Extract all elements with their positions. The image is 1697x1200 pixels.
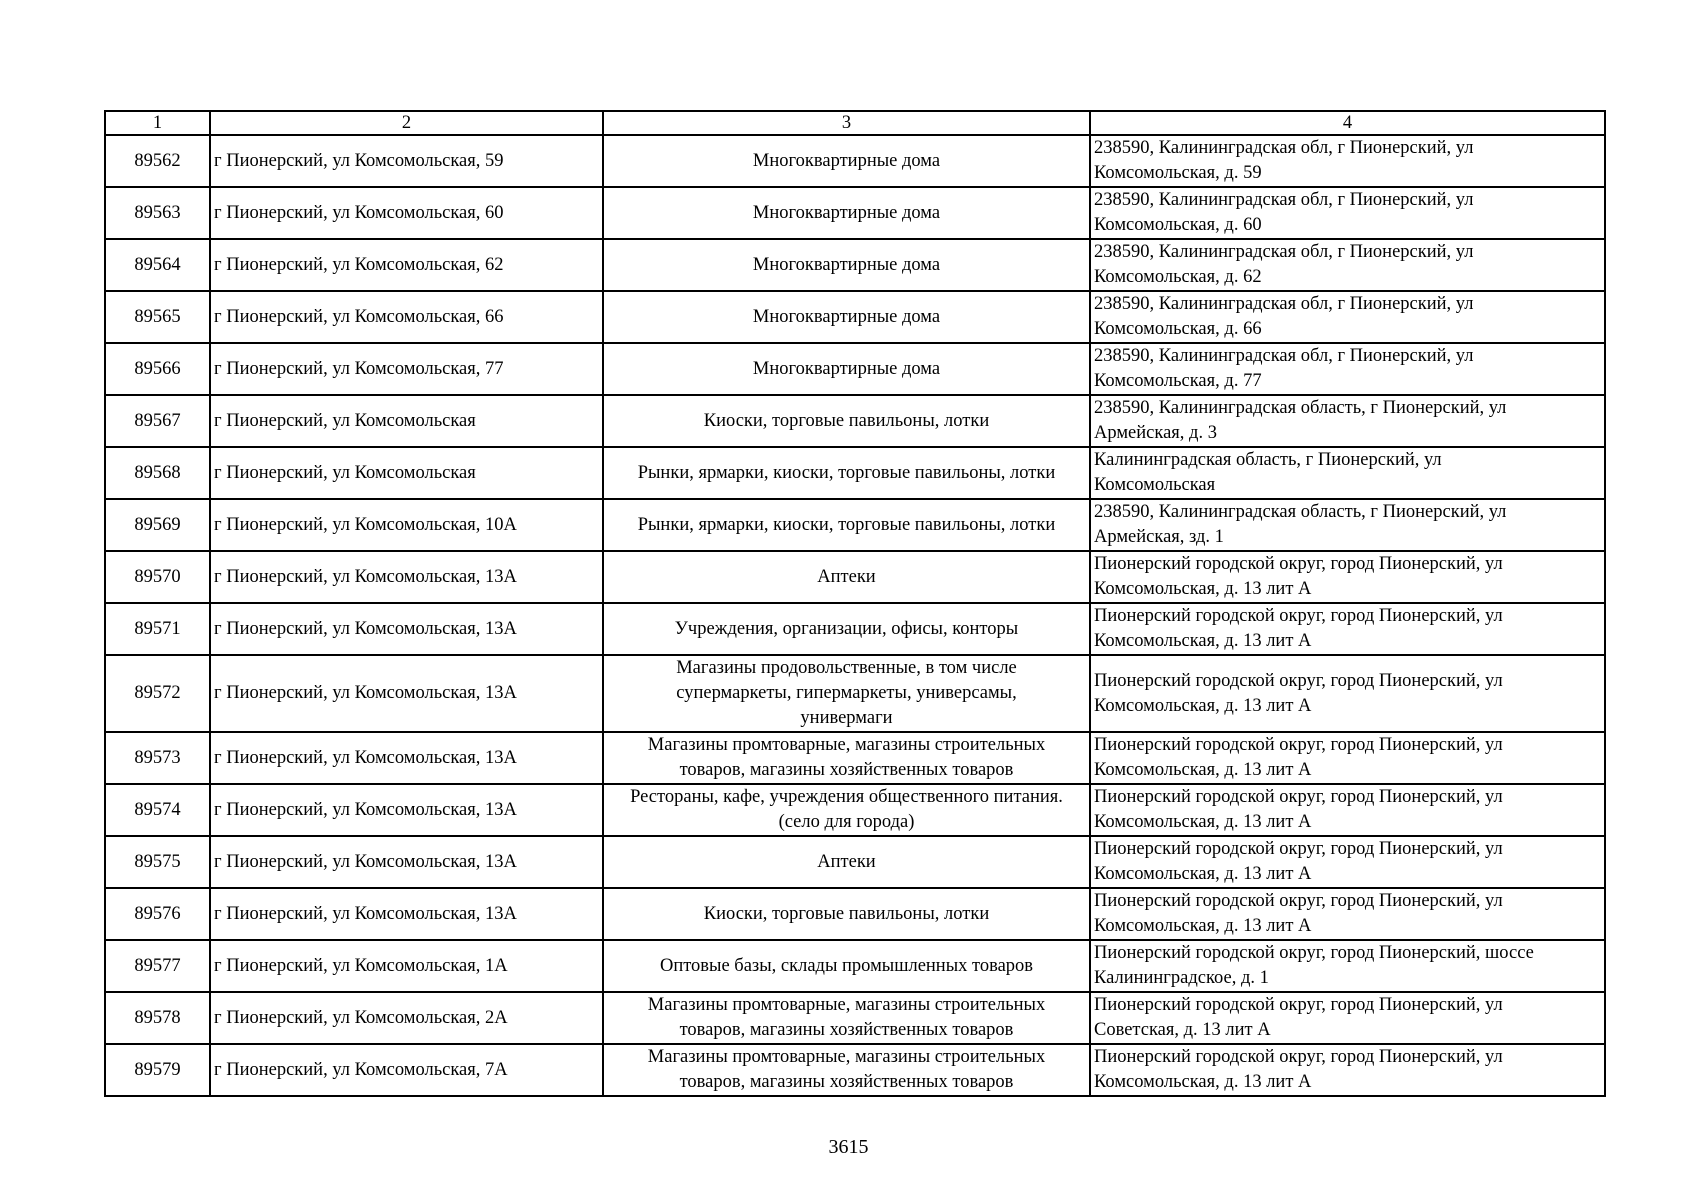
short-address-cell: г Пионерский, ул Комсомольская, 77	[210, 343, 603, 395]
column-header-2: 2	[210, 111, 603, 135]
full-address-cell: Пионерский городской округ, город Пионерский, шоссе Калининградское, д. 1	[1090, 940, 1605, 992]
short-address-cell: г Пионерский, ул Комсомольская, 60	[210, 187, 603, 239]
table-row	[105, 888, 1605, 940]
table-row	[105, 395, 1605, 447]
record-number-cell: 89568	[105, 447, 210, 499]
short-address-cell: г Пионерский, ул Комсомольская, 13А	[210, 603, 603, 655]
short-address-cell: г Пионерский, ул Комсомольская, 13А	[210, 888, 603, 940]
object-type-cell: Рестораны, кафе, учреждения общественного питания. (село для города)	[603, 784, 1090, 836]
table-row	[105, 732, 1605, 784]
record-number-cell: 89572	[105, 655, 210, 732]
short-address-cell: г Пионерский, ул Комсомольская	[210, 447, 603, 499]
record-number-cell: 89566	[105, 343, 210, 395]
full-address-cell: Пионерский городской округ, город Пионерский, ул Комсомольская, д. 13 лит А	[1090, 784, 1605, 836]
registry-table-body	[105, 111, 1605, 1096]
full-address-cell: 238590, Калининградская обл, г Пионерский, ул Комсомольская, д. 60	[1090, 187, 1605, 239]
object-type-cell: Оптовые базы, склады промышленных товаров	[603, 940, 1090, 992]
object-type-cell: Киоски, торговые павильоны, лотки	[603, 888, 1090, 940]
full-address-cell: Пионерский городской округ, город Пионерский, ул Комсомольская, д. 13 лит А	[1090, 836, 1605, 888]
short-address-cell: г Пионерский, ул Комсомольская, 66	[210, 291, 603, 343]
column-header-1: 1	[105, 111, 210, 135]
short-address-cell: г Пионерский, ул Комсомольская, 59	[210, 135, 603, 187]
full-address-cell: 238590, Калининградская область, г Пионерский, ул Армейская, д. 3	[1090, 395, 1605, 447]
table-row	[105, 343, 1605, 395]
record-number-cell: 89576	[105, 888, 210, 940]
full-address-cell: Пионерский городской округ, город Пионерский, ул Комсомольская, д. 13 лит А	[1090, 551, 1605, 603]
short-address-cell: г Пионерский, ул Комсомольская, 1А	[210, 940, 603, 992]
object-type-cell: Рынки, ярмарки, киоски, торговые павильоны, лотки	[603, 447, 1090, 499]
full-address-cell: Пионерский городской округ, город Пионерский, ул Комсомольская, д. 13 лит А	[1090, 1044, 1605, 1096]
record-number-cell: 89564	[105, 239, 210, 291]
table-row	[105, 655, 1605, 732]
short-address-cell: г Пионерский, ул Комсомольская, 13А	[210, 836, 603, 888]
table-row	[105, 239, 1605, 291]
record-number-cell: 89571	[105, 603, 210, 655]
object-type-cell: Аптеки	[603, 836, 1090, 888]
table-header-row	[105, 111, 1605, 135]
table-row	[105, 291, 1605, 343]
object-type-cell: Многоквартирные дома	[603, 239, 1090, 291]
registry-table	[104, 110, 1606, 1097]
record-number-cell: 89563	[105, 187, 210, 239]
object-type-cell: Киоски, торговые павильоны, лотки	[603, 395, 1090, 447]
short-address-cell: г Пионерский, ул Комсомольская, 13А	[210, 551, 603, 603]
record-number-cell: 89569	[105, 499, 210, 551]
record-number-cell: 89575	[105, 836, 210, 888]
object-type-cell: Многоквартирные дома	[603, 343, 1090, 395]
table-row	[105, 551, 1605, 603]
table-row	[105, 447, 1605, 499]
short-address-cell: г Пионерский, ул Комсомольская, 2А	[210, 992, 603, 1044]
column-header-4: 4	[1090, 111, 1605, 135]
full-address-cell: Пионерский городской округ, город Пионерский, ул Комсомольская, д. 13 лит А	[1090, 655, 1605, 732]
object-type-cell: Магазины промтоварные, магазины строительных товаров, магазины хозяйственных товаров	[603, 732, 1090, 784]
short-address-cell: г Пионерский, ул Комсомольская, 13А	[210, 784, 603, 836]
page-number: 3615	[828, 1136, 869, 1158]
record-number-cell: 89573	[105, 732, 210, 784]
table-row	[105, 603, 1605, 655]
record-number-cell: 89577	[105, 940, 210, 992]
table-row	[105, 135, 1605, 187]
short-address-cell: г Пионерский, ул Комсомольская, 13А	[210, 732, 603, 784]
full-address-cell: Пионерский городской округ, город Пионерский, ул Комсомольская, д. 13 лит А	[1090, 888, 1605, 940]
full-address-cell: 238590, Калининградская обл, г Пионерский, ул Комсомольская, д. 59	[1090, 135, 1605, 187]
table-row	[105, 187, 1605, 239]
object-type-cell: Многоквартирные дома	[603, 291, 1090, 343]
object-type-cell: Рынки, ярмарки, киоски, торговые павильоны, лотки	[603, 499, 1090, 551]
full-address-cell: Пионерский городской округ, город Пионерский, ул Советская, д. 13 лит А	[1090, 992, 1605, 1044]
record-number-cell: 89570	[105, 551, 210, 603]
table-row	[105, 940, 1605, 992]
object-type-cell: Многоквартирные дома	[603, 187, 1090, 239]
record-number-cell: 89567	[105, 395, 210, 447]
full-address-cell: Пионерский городской округ, город Пионерский, ул Комсомольская, д. 13 лит А	[1090, 603, 1605, 655]
object-type-cell: Многоквартирные дома	[603, 135, 1090, 187]
table-row	[105, 1044, 1605, 1096]
short-address-cell: г Пионерский, ул Комсомольская, 7А	[210, 1044, 603, 1096]
record-number-cell: 89562	[105, 135, 210, 187]
short-address-cell: г Пионерский, ул Комсомольская, 13А	[210, 655, 603, 732]
full-address-cell: 238590, Калининградская обл, г Пионерский, ул Комсомольская, д. 66	[1090, 291, 1605, 343]
object-type-cell: Магазины промтоварные, магазины строительных товаров, магазины хозяйственных товаров	[603, 992, 1090, 1044]
record-number-cell: 89565	[105, 291, 210, 343]
full-address-cell: 238590, Калининградская обл, г Пионерский, ул Комсомольская, д. 77	[1090, 343, 1605, 395]
record-number-cell: 89579	[105, 1044, 210, 1096]
table-row	[105, 836, 1605, 888]
table-row	[105, 992, 1605, 1044]
short-address-cell: г Пионерский, ул Комсомольская	[210, 395, 603, 447]
object-type-cell: Аптеки	[603, 551, 1090, 603]
short-address-cell: г Пионерский, ул Комсомольская, 62	[210, 239, 603, 291]
table-row	[105, 784, 1605, 836]
object-type-cell: Магазины продовольственные, в том числе супермаркеты, гипермаркеты, универсамы, универмаги	[603, 655, 1090, 732]
column-header-3: 3	[603, 111, 1090, 135]
full-address-cell: Пионерский городской округ, город Пионерский, ул Комсомольская, д. 13 лит А	[1090, 732, 1605, 784]
record-number-cell: 89574	[105, 784, 210, 836]
short-address-cell: г Пионерский, ул Комсомольская, 10А	[210, 499, 603, 551]
record-number-cell: 89578	[105, 992, 210, 1044]
object-type-cell: Учреждения, организации, офисы, конторы	[603, 603, 1090, 655]
full-address-cell: 238590, Калининградская обл, г Пионерский, ул Комсомольская, д. 62	[1090, 239, 1605, 291]
full-address-cell: 238590, Калининградская область, г Пионерский, ул Армейская, зд. 1	[1090, 499, 1605, 551]
full-address-cell: Калининградская область, г Пионерский, ул Комсомольская	[1090, 447, 1605, 499]
table-row	[105, 499, 1605, 551]
object-type-cell: Магазины промтоварные, магазины строительных товаров, магазины хозяйственных товаров	[603, 1044, 1090, 1096]
